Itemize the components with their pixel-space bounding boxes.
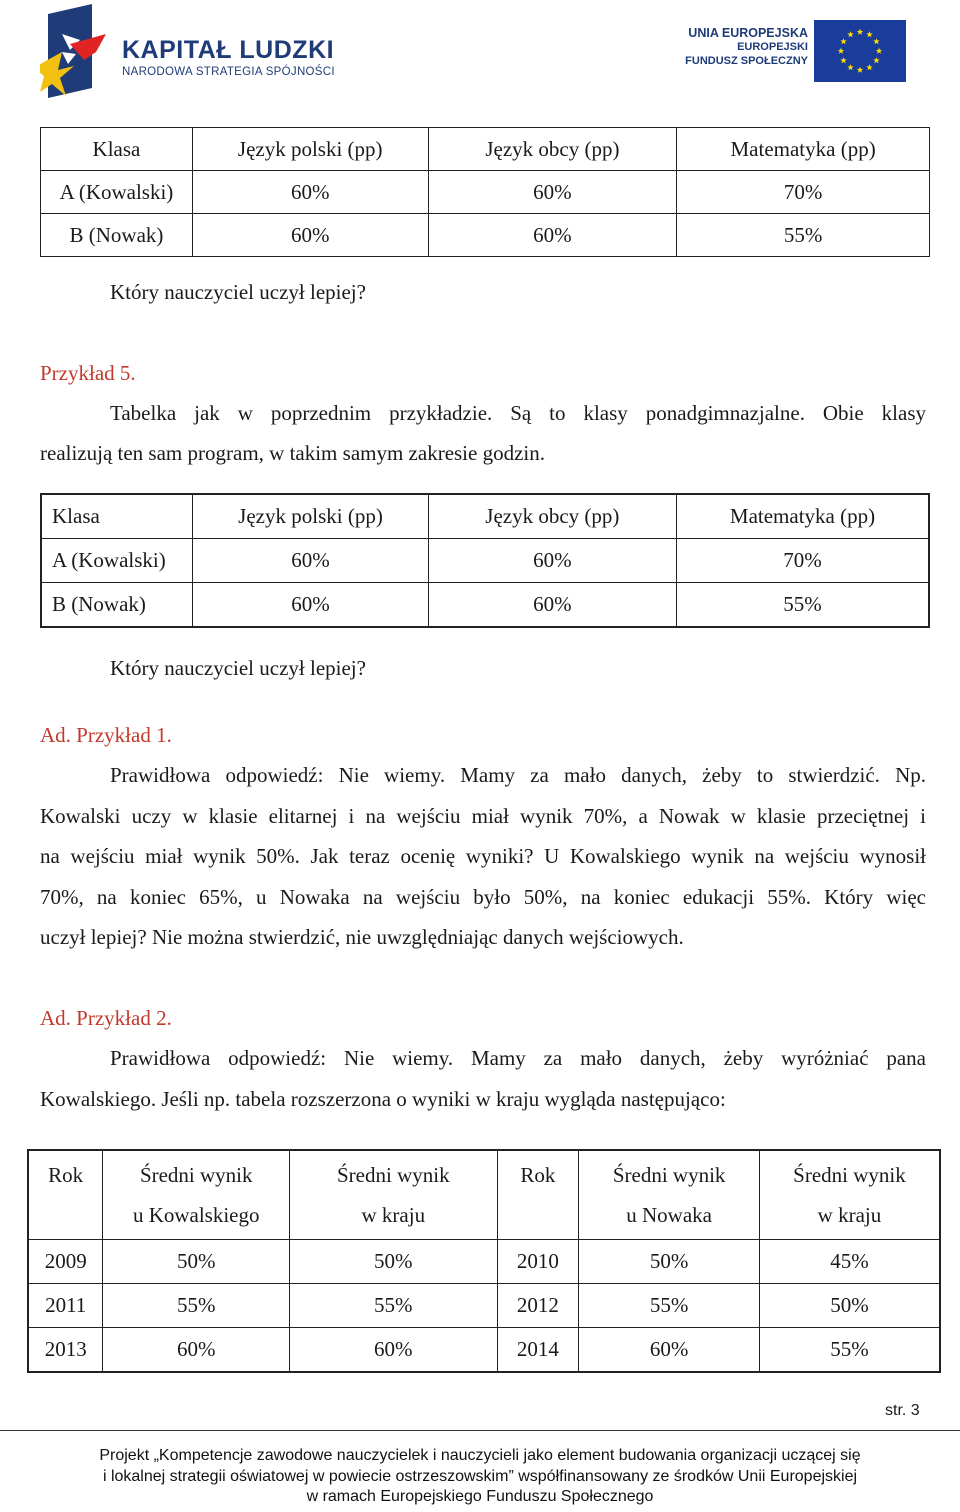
page-footer [0, 1446, 960, 1508]
header-text: Średni wynik [139, 1163, 253, 1187]
answer-1-heading: Ad. Przykład 1. [40, 723, 172, 747]
table-header-row [41, 494, 929, 539]
example-5-line-1: Tabelka jak w poprzednim przykładzie. Są to klasy ponadgimnazjalne. Obie klasy [110, 401, 926, 425]
table-cell: 55% [677, 214, 930, 257]
footer-divider [0, 1430, 960, 1431]
page-header [0, 0, 960, 110]
kapital-ludzki-subtitle: NARODOWA STRATEGIA SPÓJNOŚCI [122, 66, 335, 78]
header-text: Średni wynik [612, 1163, 726, 1187]
footer-line-3: w ramach Europejskiego Funduszu Społecznego [306, 1488, 654, 1505]
table-header-cell: Język polski (pp) [193, 494, 428, 539]
table-cell: 2013 [28, 1328, 103, 1373]
table-header-cell: Klasa [41, 128, 193, 171]
table-cell: 60% [103, 1328, 290, 1373]
table-header-cell [290, 1150, 497, 1240]
table-row [41, 171, 930, 214]
header-text: Rok [48, 1163, 84, 1187]
table-cell: 50% [290, 1240, 497, 1284]
eu-line-3: FUNDUSZ SPOŁECZNY [685, 55, 808, 67]
table-header-cell: Język obcy (pp) [428, 128, 677, 171]
table-cell: 55% [676, 583, 929, 628]
table-row [28, 1328, 940, 1373]
header-text: Średni wynik [793, 1163, 906, 1187]
table-cell: 60% [428, 214, 677, 257]
footer-line-2: i lokalnej strategii oświatowej w powiecie ostrzeszowskim” współfinansowany ze środków Unii Europejskiej [102, 1467, 858, 1485]
header-text: u Nowaka [626, 1203, 712, 1227]
table-row [28, 1284, 940, 1328]
eu-flag-icon [814, 20, 906, 82]
table-cell: 2009 [28, 1240, 103, 1284]
table-cell: 2011 [28, 1284, 103, 1328]
answer-1-line-3: na wejściu miał wynik 50%. Jak teraz ocenię wyniki? U Kowalskiego wynik na wejściu wynosił [40, 844, 926, 868]
table-row [41, 583, 929, 628]
table-cell: 60% [290, 1328, 497, 1373]
table-cell: 60% [193, 583, 428, 628]
header-text: w kraju [817, 1203, 882, 1227]
table-cell: 50% [579, 1240, 760, 1284]
answer-1-line-1: Prawidłowa odpowiedź: Nie wiemy. Mamy za mało danych, żeby to stwierdzić. Np. [110, 763, 926, 787]
header-text: Rok [520, 1163, 556, 1187]
page-number: str. 3 [885, 1402, 920, 1419]
table-cell: 60% [579, 1328, 760, 1373]
example-5-heading: Przykład 5. [40, 361, 136, 385]
table-cell: A (Kowalski) [41, 171, 193, 214]
table-header-row [41, 128, 930, 171]
header-text: Średni wynik [337, 1163, 450, 1187]
answer-1-line-4: 70%, na koniec 65%, u Nowaka na wejściu było 50%, na koniec edukacji 55%. Który więc [40, 885, 926, 909]
table-header-cell [759, 1150, 940, 1240]
footer-line-1: Projekt „Kompetencje zawodowe nauczycielek i nauczycieli jako element budowania organizacji uczącej się [99, 1447, 861, 1464]
question-2: Który nauczyciel uczył lepiej? [110, 656, 366, 680]
table-cell: 60% [428, 539, 676, 583]
table-cell: 60% [192, 171, 428, 214]
example-5-line-2: realizują ten sam program, w takim samym zakresie godzin. [40, 441, 545, 465]
table-cell: 60% [428, 171, 677, 214]
table-cell: 55% [579, 1284, 760, 1328]
table-cell: 60% [428, 583, 676, 628]
answer-2-heading: Ad. Przykład 2. [40, 1006, 172, 1030]
eu-line-1: UNIA EUROPEJSKA [688, 26, 808, 40]
table-row [28, 1240, 940, 1284]
table-row [41, 539, 929, 583]
table-header-cell: Klasa [41, 494, 193, 539]
table-cell: 55% [759, 1328, 940, 1373]
kapital-ludzki-logo-icon [40, 4, 110, 100]
table-cell: 2010 [497, 1240, 579, 1284]
scores-table-2 [40, 493, 930, 628]
table-cell: 70% [677, 171, 930, 214]
results-comparison-table [27, 1149, 941, 1373]
table-header-cell: Język obcy (pp) [428, 494, 676, 539]
table-cell: 70% [676, 539, 929, 583]
table-header-cell: Matematyka (pp) [676, 494, 929, 539]
table-header-cell: Matematyka (pp) [677, 128, 930, 171]
table-cell: 50% [103, 1240, 290, 1284]
eu-line-2: EUROPEJSKI [737, 41, 808, 53]
table-cell: 55% [290, 1284, 497, 1328]
table-row [41, 214, 930, 257]
table-cell: 60% [193, 539, 428, 583]
answer-2-line-1: Prawidłowa odpowiedź: Nie wiemy. Mamy za mało danych, żeby wyróżniać pana [110, 1046, 926, 1070]
table-cell: 50% [759, 1284, 940, 1328]
eu-text-block [676, 26, 808, 68]
header-text: u Kowalskiego [132, 1203, 260, 1227]
kapital-ludzki-title: KAPITAŁ LUDZKI [122, 36, 335, 64]
scores-table-1 [40, 127, 930, 257]
table-header-cell [28, 1150, 103, 1240]
answer-1-line-2: Kowalski uczy w klasie elitarnej i na wejściu miał wynik 70%, a Nowak w klasie przeciętnej i [40, 804, 926, 828]
header-text: w kraju [361, 1203, 426, 1227]
table-cell: 60% [192, 214, 428, 257]
table-header-cell [579, 1150, 760, 1240]
table-cell: 55% [103, 1284, 290, 1328]
table-header-cell [103, 1150, 290, 1240]
table-cell: A (Kowalski) [41, 539, 193, 583]
table-cell: 2012 [497, 1284, 579, 1328]
table-header-row [28, 1150, 940, 1240]
table-cell: B (Nowak) [41, 583, 193, 628]
table-cell: B (Nowak) [41, 214, 193, 257]
table-cell: 45% [759, 1240, 940, 1284]
answer-1-line-5: uczył lepiej? Nie można stwierdzić, nie uwzględniając danych wejściowych. [40, 925, 684, 949]
table-cell: 2014 [497, 1328, 579, 1373]
table-header-cell: Język polski (pp) [192, 128, 428, 171]
question-1: Który nauczyciel uczył lepiej? [110, 280, 366, 304]
table-header-cell [497, 1150, 579, 1240]
answer-2-line-2: Kowalskiego. Jeśli np. tabela rozszerzona o wyniki w kraju wygląda następująco: [40, 1087, 726, 1111]
